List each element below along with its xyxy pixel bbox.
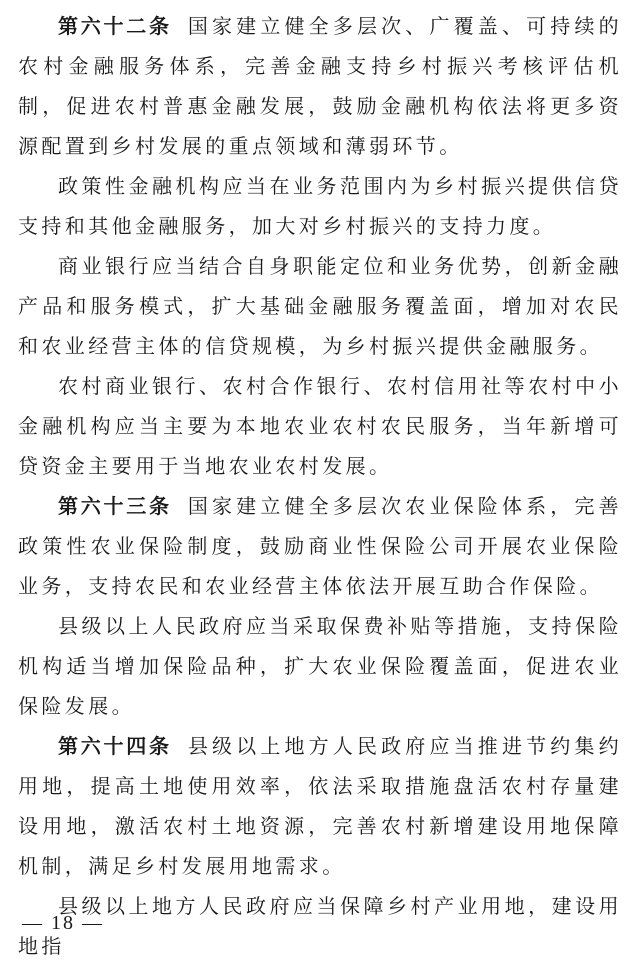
article-64-text-1: 县级以上地方人民政府应当推进节约集约用地，提高土地使用效率，依法采取措施盘活农村存量建设用地，激活农村土地资源，完善农村新增建设用地保障机制，满足乡村发展用地需求。 <box>18 734 623 878</box>
article-62-paragraph-1 <box>18 6 622 166</box>
article-63-text-1: 国家建立健全多层次农业保险体系，完善政策性农业保险制度，鼓励商业性保险公司开展农业保险业务，支持农民和农业经营主体依法开展互助合作保险。 <box>18 494 623 598</box>
article-62-number: 第六十二条 <box>58 14 172 38</box>
article-62-text-1: 国家建立健全多层次、广覆盖、可持续的农村金融服务体系，完善金融支持乡村振兴考核评估机制，促进农村普惠金融发展，鼓励金融机构依法将更多资源配置到乡村发展的重点领域和薄弱环节。 <box>18 14 623 158</box>
article-62-paragraph-4: 农村商业银行、农村合作银行、农村信用社等农村中小金融机构应当主要为本地农业农村农民服务，当年新增可贷资金主要用于当地农业农村发展。 <box>18 374 622 478</box>
article-63-number: 第六十三条 <box>58 494 172 518</box>
article-64-number: 第六十四条 <box>58 734 172 758</box>
document-page <box>18 0 622 966</box>
article-62-paragraph-3: 商业银行应当结合自身职能定位和业务优势，创新金融产品和服务模式，扩大基础金融服务覆盖面，增加对农民和农业经营主体的信贷规模，为乡村振兴提供金融服务。 <box>18 254 622 358</box>
article-64-paragraph-1 <box>18 726 622 886</box>
article-62-paragraph-2: 政策性金融机构应当在业务范围内为乡村振兴提供信贷支持和其他金融服务，加大对乡村振兴的支持力度。 <box>18 174 622 238</box>
article-63-paragraph-2: 县级以上人民政府应当采取保费补贴等措施，支持保险机构适当增加保险品种，扩大农业保险覆盖面，促进农业保险发展。 <box>18 614 622 718</box>
article-63-paragraph-1 <box>18 486 622 606</box>
page-number: — 18 — <box>22 912 104 934</box>
article-64-paragraph-2: 县级以上地方人民政府应当保障乡村产业用地，建设用地指 <box>18 894 622 958</box>
